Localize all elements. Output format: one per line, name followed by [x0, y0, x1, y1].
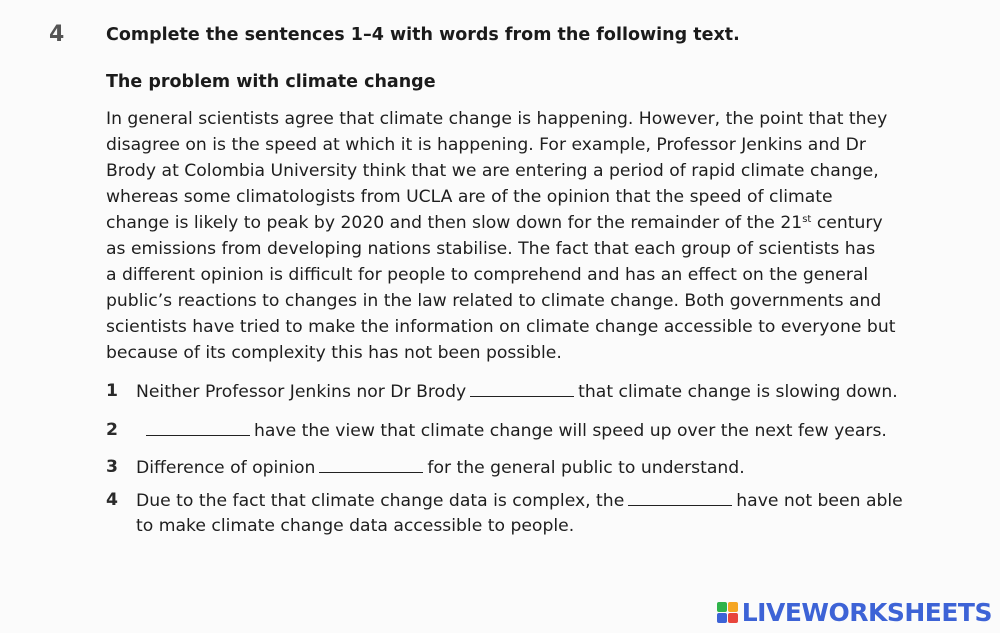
question-text-after: for the general public to understand. [427, 458, 745, 478]
liveworksheets-logo-icon [717, 602, 738, 623]
question-text [136, 487, 903, 514]
answer-blank-3[interactable] [319, 454, 423, 473]
liveworksheets-logo[interactable] [717, 598, 992, 627]
passage-line: disagree on is the speed at which it is happening. For example, Professor Jenkins and Dr [106, 135, 866, 155]
passage-line: scientists have tried to make the information on climate change accessible to everyone but [106, 317, 896, 337]
logo-square-blue [717, 613, 727, 623]
question-text-before: Difference of opinion [136, 458, 316, 478]
ordinal-superscript: st [802, 214, 812, 225]
exercise-instruction: Complete the sentences 1–4 with words from the following text. [106, 25, 740, 45]
exercise-number: 4 [49, 22, 65, 47]
question-number: 4 [106, 490, 118, 510]
question-text [136, 454, 745, 481]
question-text-after: that climate change is slowing down. [578, 382, 898, 402]
answer-blank-2[interactable] [146, 417, 250, 436]
question-text [142, 417, 887, 444]
question-text-after: have the view that climate change will speed up over the next few years. [254, 421, 887, 441]
question-number: 3 [106, 457, 118, 477]
passage-title: The problem with climate change [106, 72, 436, 92]
passage-line: In general scientists agree that climate change is happening. However, the point that they [106, 109, 888, 129]
answer-blank-1[interactable] [470, 378, 574, 397]
passage-line: as emissions from developing nations stabilise. The fact that each group of scientists has [106, 239, 876, 259]
question-text-before: Due to the fact that climate change data is complex, the [136, 491, 625, 511]
passage-line: whereas some climatologists from UCLA are of the opinion that the speed of climate [106, 187, 833, 207]
question-text-after: have not been able [736, 491, 903, 511]
passage-line-text: change is likely to peak by 2020 and then slow down for the remainder of the 21 [106, 213, 803, 233]
question-text-continuation: to make climate change data accessible to people. [136, 516, 575, 536]
logo-square-green [717, 602, 727, 612]
logo-square-orange [728, 602, 738, 612]
passage-line-century [106, 210, 986, 236]
passage-line: public’s reactions to changes in the law related to climate change. Both governments and [106, 291, 882, 311]
question-text-before: Neither Professor Jenkins nor Dr Brody [136, 382, 467, 402]
logo-square-red [728, 613, 738, 623]
passage-line: because of its complexity this has not been possible. [106, 343, 562, 363]
passage-text [106, 106, 986, 366]
logo-text: LIVEWORKSHEETS [741, 598, 992, 627]
passage-line: Brody at Colombia University think that we are entering a period of rapid climate change, [106, 161, 879, 181]
question-text [136, 378, 898, 405]
passage-line: a different opinion is difficult for people to comprehend and has an effect on the general [106, 265, 869, 285]
passage-line-text-end: century [811, 213, 883, 233]
question-number: 2 [106, 420, 118, 440]
answer-blank-4[interactable] [628, 487, 732, 506]
question-number: 1 [106, 381, 118, 401]
